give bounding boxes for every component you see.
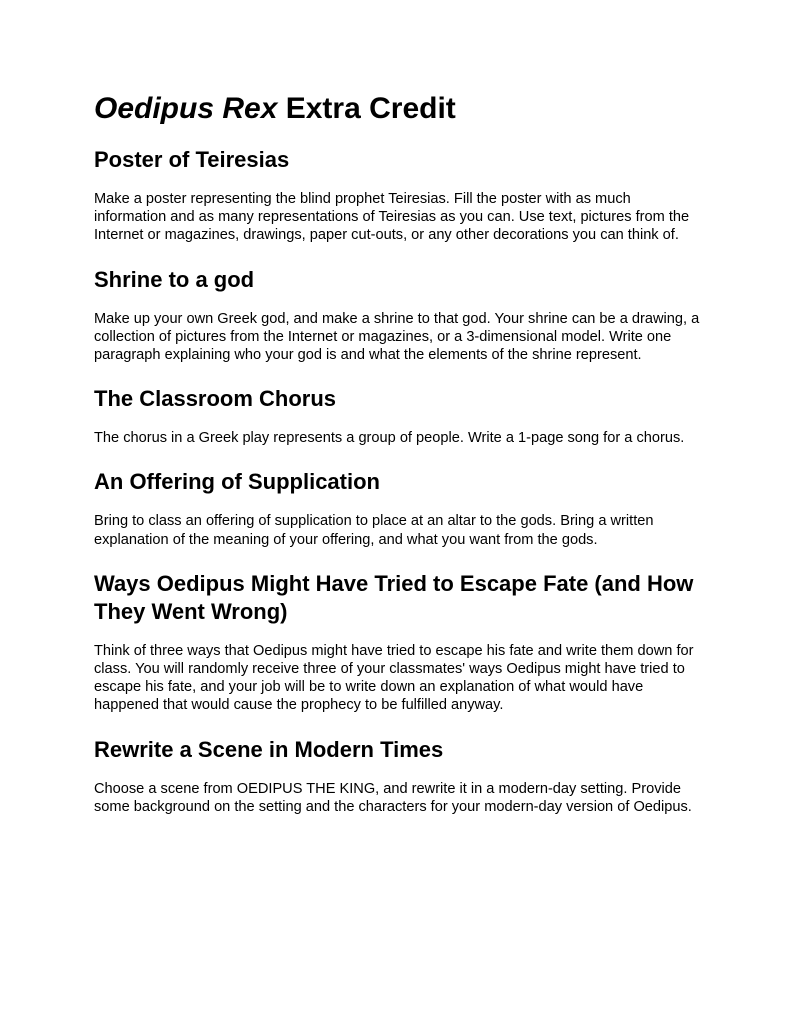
- section-heading: Poster of Teiresias: [94, 147, 290, 172]
- section-body: The chorus in a Greek play represents a group of people. Write a 1-page song for a chorus.: [94, 430, 685, 447]
- document-page: [94, 90, 704, 837]
- section-body: Make a poster representing the blind prophet Teiresias. Fill the poster with as much information and as many representations of Teiresias as you can. Use text, pictures from the Internet or magazines, drawings, paper cut-outs, or any other decorations you can think of.: [94, 191, 690, 244]
- section-heading: Rewrite a Scene in Modern Times: [94, 736, 444, 762]
- section-poster-of-teiresias: [94, 146, 704, 245]
- section-body: Think of three ways that Oedipus might have tried to escape his fate and write them down for class. You will randomly receive three of your classmates' ways Oedipus might have tried to escape his fate, and your job will be to write down an explanation of what would have happened that would cause the prophecy to be fulfilled anyway.: [94, 642, 694, 714]
- section-body: Make up your own Greek god, and make a shrine to that god. Your shrine can be a drawing, a collection of pictures from the Internet or magazines, or a 3-dimensional model. Write one paragraph explaining who your god is and what the elements of the shrine represent.: [94, 310, 700, 364]
- section-heading: Shrine to a god: [94, 266, 255, 292]
- section-escape-fate: [94, 570, 704, 715]
- section-classroom-chorus: [94, 385, 704, 447]
- section-shrine-to-a-god: [94, 266, 704, 365]
- section-offering-of-supplication: [94, 468, 704, 548]
- section-body: Bring to class an offering of supplication to place at an altar to the gods. Bring a written explanation of the meaning of your offering, and what you want from the gods.: [94, 513, 654, 548]
- section-body: Choose a scene from OEDIPUS THE KING, and rewrite it in a modern-day setting. Provide some background on the setting and the characters for your modern-day version of Oedipus.: [94, 780, 692, 815]
- title-rest: Extra Credit: [277, 92, 456, 125]
- document-title: [94, 90, 704, 128]
- section-heading: An Offering of Supplication: [94, 469, 380, 495]
- section-heading: The Classroom Chorus: [94, 386, 337, 412]
- title-italic-part: Oedipus Rex: [94, 92, 278, 125]
- section-heading: Ways Oedipus Might Have Tried to Escape Fate (and How They Went Wrong): [94, 570, 694, 624]
- section-rewrite-scene: [94, 736, 704, 816]
